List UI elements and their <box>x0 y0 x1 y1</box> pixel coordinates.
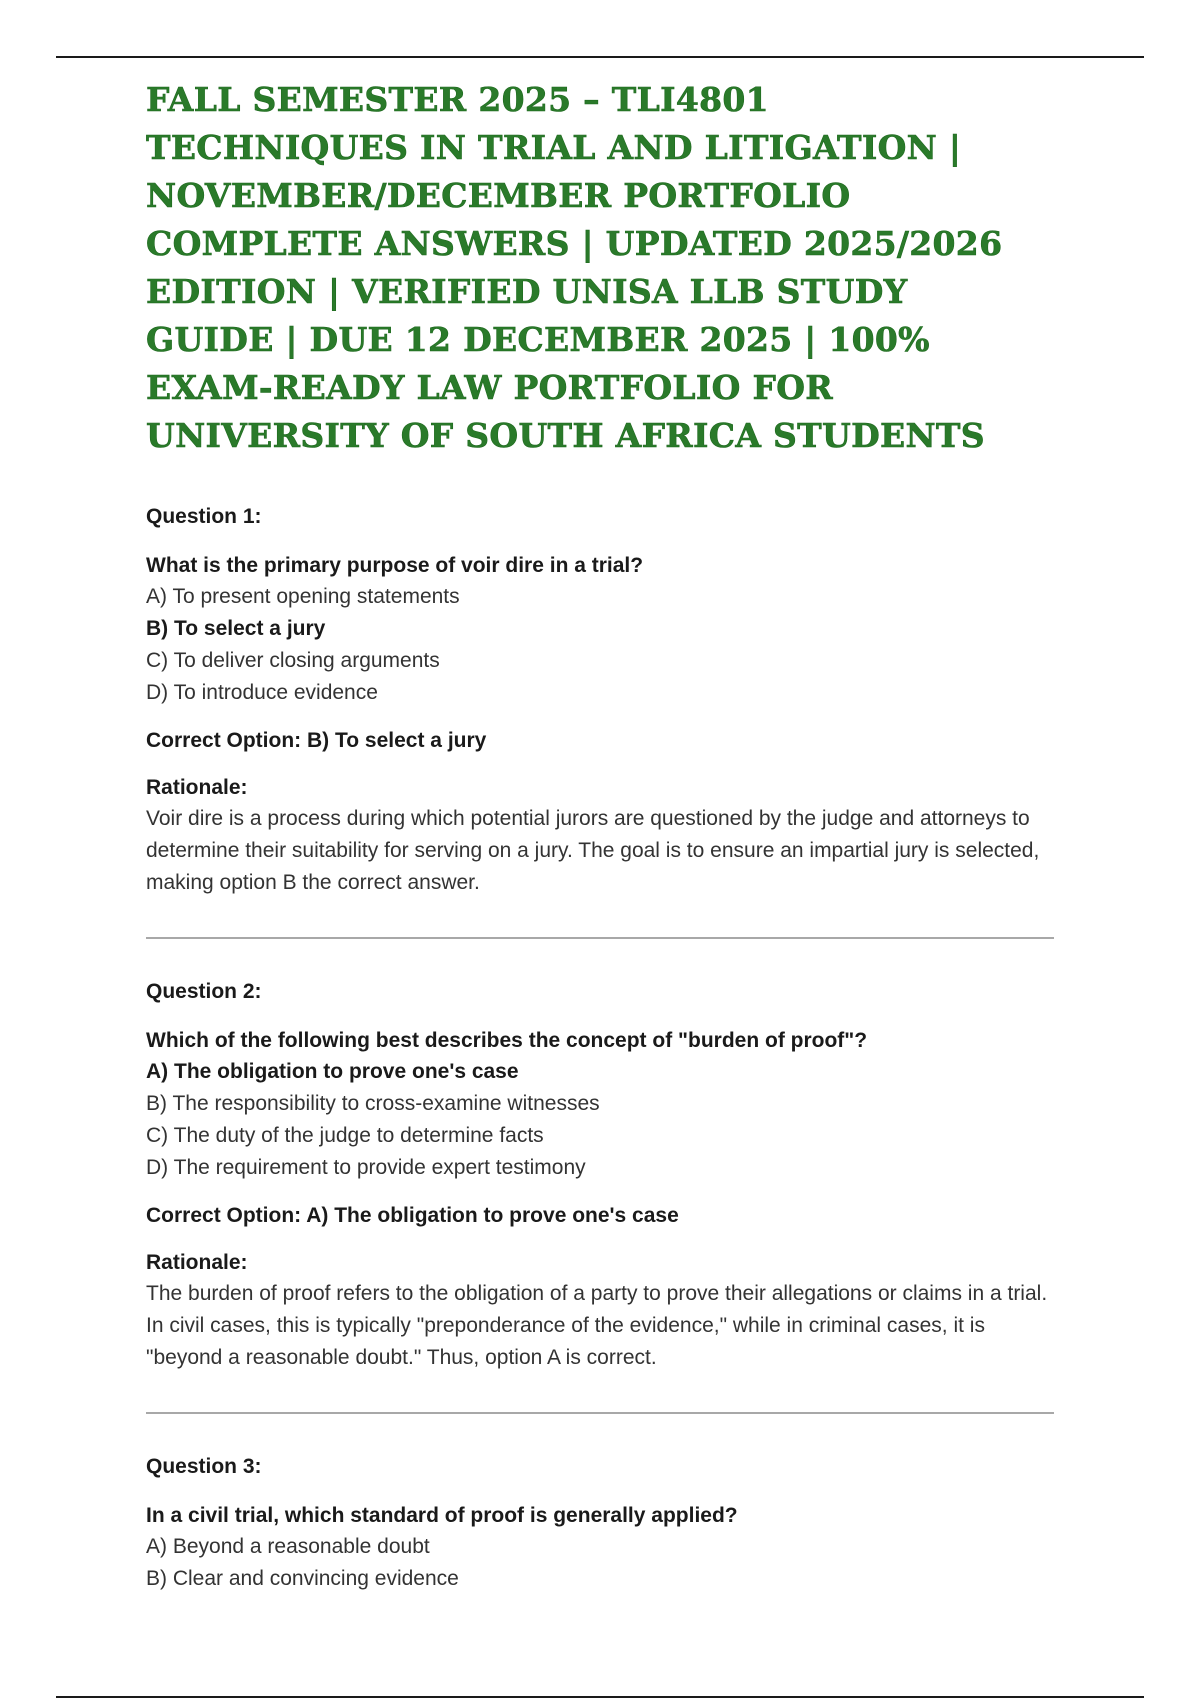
question-number: Question 3: <box>146 1455 262 1478</box>
section-divider <box>146 1412 1054 1414</box>
question-block-3 <box>146 1452 1056 1595</box>
option-d: D) To introduce evidence <box>146 681 378 704</box>
correct-option: Correct Option: A) The obligation to prove one's case <box>146 1204 679 1227</box>
top-rule <box>56 56 1144 58</box>
option-b: B) The responsibility to cross-examine witnesses <box>146 1092 600 1115</box>
option-b: B) Clear and convincing evidence <box>146 1567 459 1590</box>
bottom-rule <box>56 1696 1144 1698</box>
option-c: C) To deliver closing arguments <box>146 649 440 672</box>
option-a: A) To present opening statements <box>146 585 460 608</box>
option-a: A) The obligation to prove one's case <box>146 1060 519 1083</box>
question-number: Question 2: <box>146 980 262 1003</box>
rationale-label: Rationale: <box>146 776 248 799</box>
question-stem: Which of the following best describes the concept of "burden of proof"? <box>146 1029 868 1052</box>
document-body <box>146 76 1056 1595</box>
question-block-2 <box>146 977 1056 1374</box>
rationale-text: The burden of proof refers to the obligation of a party to prove their allegations or claims in a trial. In civil cases, this is typically "preponderance of the evidence," while in criminal cases, it is "beyond a reasonable doubt." Thus, option A is correct. <box>146 1282 1048 1369</box>
question-block-1 <box>146 502 1056 899</box>
option-d: D) The requirement to provide expert testimony <box>146 1156 586 1179</box>
document-title: FALL SEMESTER 2025 – TLI4801 TECHNIQUES IN TRIAL AND LITIGATION | NOVEMBER/DECEMBER PORTFOLIO COMPLETE ANSWERS | UPDATED 2025/2026 EDITION | VERIFIED UNISA LLB STUDY GUIDE | DUE 12 DECEMBER 2025 | 100% EXAM-READY LAW PORTFOLIO FOR UNIVERSITY OF SOUTH AFRICA STUDENTS <box>146 80 1003 455</box>
option-a: A) Beyond a reasonable doubt <box>146 1535 430 1558</box>
correct-option: Correct Option: B) To select a jury <box>146 729 487 752</box>
option-b: B) To select a jury <box>146 617 326 640</box>
option-list <box>146 581 1056 709</box>
question-stem: What is the primary purpose of voir dire in a trial? <box>146 554 644 577</box>
option-list <box>146 1531 1056 1595</box>
section-divider <box>146 937 1054 939</box>
option-c: C) The duty of the judge to determine facts <box>146 1124 544 1147</box>
question-stem: In a civil trial, which standard of proof is generally applied? <box>146 1504 738 1527</box>
rationale-text: Voir dire is a process during which potential jurors are questioned by the judge and attorneys to determine their suitability for serving on a jury. The goal is to ensure an impartial jury is selected, making option B the correct answer. <box>146 807 1040 894</box>
rationale-label: Rationale: <box>146 1251 248 1274</box>
question-number: Question 1: <box>146 505 262 528</box>
option-list <box>146 1056 1056 1184</box>
